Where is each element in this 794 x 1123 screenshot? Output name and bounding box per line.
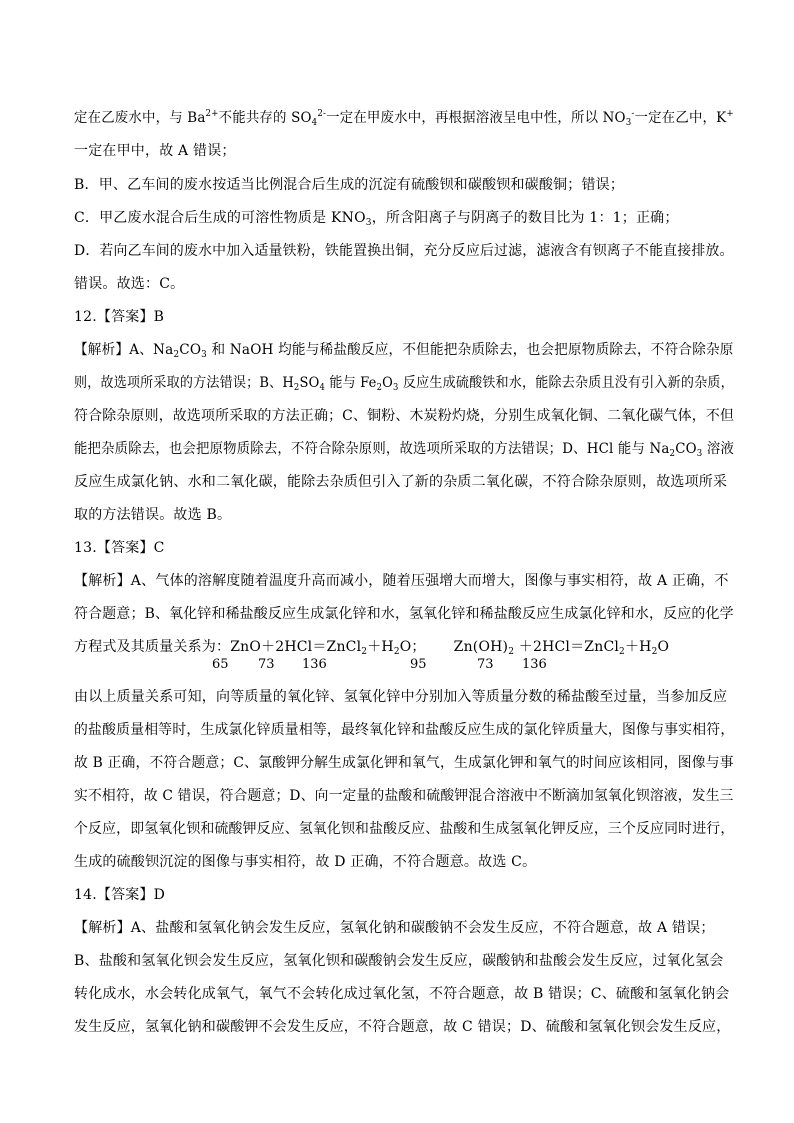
q13-line-10: 生成的硫酸钡沉淀的图像与事实相符，故 D 正确，不符合题意。故选 C。 <box>74 854 537 870</box>
q14-answer: 14.【答案】D <box>74 887 166 903</box>
q13-line-2: 符合题意；B、氧化锌和稀盐酸反应生成氯化锌和水，氢氧化锌和稀盐酸反应生成氯化锌和水，反应的化学 <box>74 606 734 622</box>
q11-line-3: B．甲、乙车间的废水按适当比例混合后生成的沉淀有硫酸钡和碳酸钡和碳酸铜；错误； <box>74 177 625 193</box>
q12-line-2: 则，故选项所采取的方法错误；B、$H_2SO_4$ 能与 $Fe_2O_3$ 反应生成硫酸铁和水，能除去杂质且没有引入新的杂质， <box>74 375 734 393</box>
q13-line-5: 由以上质量关系可知，向等质量的氧化锌、氢氧化锌中分别加入等质量分数的稀盐酸至过量，当参加反应 <box>74 689 728 705</box>
q12-line-6: 取的方法错误。故选 B。 <box>74 507 232 523</box>
q12-line-3: 符合除杂原则，故选项所采取的方法正确；C、铜粉、木炭粉灼烧，分别生成氧化铜、二氧化碳气体，不但 <box>74 408 735 424</box>
q13-line-8: 实不相符，故 C 错误，符合题意；D、向一定量的盐酸和硫酸钾混合溶液中不断滴加氢氧化钡溶液，发生三 <box>74 788 734 804</box>
q14-line-2: B、盐酸和氢氧化钡会发生反应，氢氧化钡和碳酸钠会发生反应，碳酸钠和盐酸会发生反应，过氧化氢会 <box>74 953 724 969</box>
mass-zncl2-2: 136 <box>522 657 547 672</box>
q12-line-1: 【解析】A、$Na_2CO_3$ 和 NaOH 均能与稀盐酸反应，不但能把杂质除去，也会把原物质除去，不符合除杂原 <box>74 342 734 360</box>
q11-line-6: 错误。故选：C。 <box>74 276 185 292</box>
q13-line-7: 故 B 正确，不符合题意；C、氯酸钾分解生成氯化钾和氧气，生成氯化钾和氧气的时间应该相同，图像与事 <box>74 755 734 771</box>
q11-line-5: D．若向乙车间的废水中加入适量铁粉，铁能置换出铜，充分反应后过滤，滤液含有钡离子不能直接排放。 <box>74 243 734 259</box>
mass-hcl-2: 73 <box>477 657 494 672</box>
q14-line-3: 转化成水，水会转化成氧气，氧气不会转化成过氧化氢，不符合题意，故 B 错误；C、硫酸和氢氧化钠会 <box>74 986 730 1002</box>
q12-answer: 12.【答案】B <box>74 309 165 325</box>
q13-answer: 13.【答案】C <box>74 540 165 556</box>
q13-line-6: 的盐酸质量相等时，生成氯化锌质量相等，最终氧化锌和盐酸反应生成的氯化锌质量大，图像与事实相符， <box>74 722 735 738</box>
q14-line-4: 发生反应，氢氧化钠和碳酸钾不会发生反应，不符合题意，故 C 错误；D、硫酸和氢氧化钡会发生反应， <box>74 1019 731 1035</box>
mass-hcl-1: 73 <box>258 657 275 672</box>
q13-line-1: 【解析】A、气体的溶解度随着温度升高而减小，随着压强增大而增大，图像与事实相符，故 A 正确，不 <box>74 573 729 589</box>
q14-line-1: 【解析】A、盐酸和氢氧化钠会发生反应，氢氧化钠和碳酸钠不会发生反应，不符合题意，故 A 错误； <box>74 920 715 936</box>
q13-line-3: 方程式及其质量关系为：$ZnO+2HCl=ZnCl_2+H_2O$； $Zn(OH)_2$ $+2HCl=ZnCl_2+H_2O$ <box>74 639 670 657</box>
q11-line-2: 一定在甲中，故 A 错误； <box>74 143 236 159</box>
mass-znoh2: 95 <box>410 657 427 672</box>
q12-line-4: 能把杂质除去，也会把原物质除去，不符合除杂原则，故选项所采取的方法错误；D、HCl 能与 $Na_2CO_3$ 溶液 <box>74 441 735 459</box>
q11-line-1: 定在乙废水中，与 $Ba^{2+}$不能共存的 $SO_4^{2-}$一定在甲废水中，再根据溶液呈电中性，所以 $NO_3^-$一定在乙中，K+ <box>74 109 734 128</box>
q11-line-4: C．甲乙废水混合后生成的可溶性物质是 $KNO_3$，所含阳离子与阴离子的数目比为 1：1；正确； <box>74 210 679 228</box>
mass-zno: 65 <box>212 657 229 672</box>
q13-line-9: 个反应，即氢氧化钡和硫酸钾反应、氢氧化钡和盐酸反应、盐酸和生成氢氧化钾反应，三个反应同时进行， <box>74 821 735 837</box>
mass-zncl2-1: 136 <box>302 657 327 672</box>
q12-line-5: 反应生成氯化钠、水和二氧化碳，能除去杂质但引入了新的杂质二氧化碳，不符合除杂原则，故选项所采 <box>74 474 728 490</box>
